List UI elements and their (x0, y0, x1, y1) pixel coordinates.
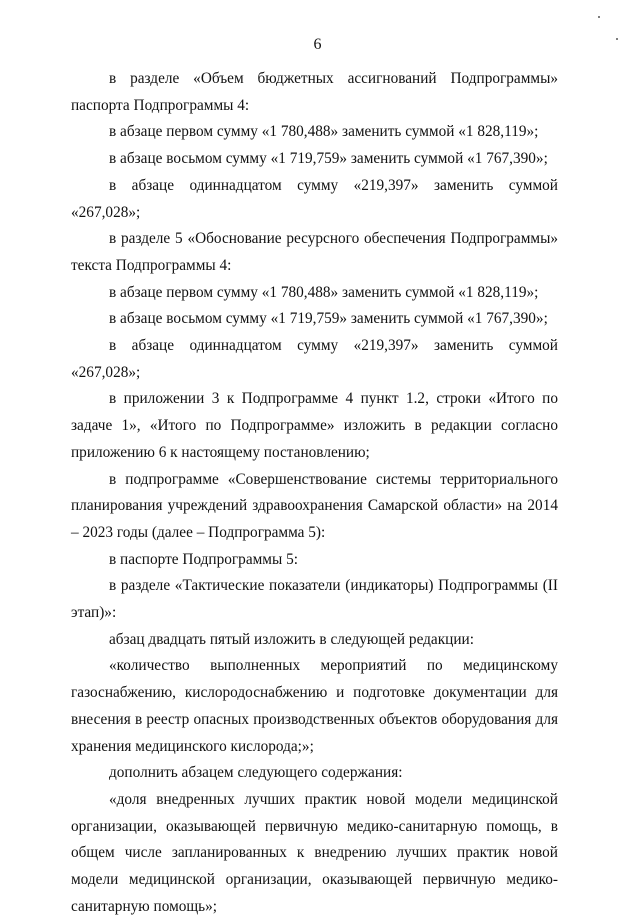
paragraph: в абзаце первом сумму «1 780,488» заменить суммой «1 828,119»; (109, 123, 539, 141)
paragraph: в разделе «Тактические показатели (индикаторы) Подпрограммы (II этап)»: (71, 577, 558, 622)
paragraph: в абзаце первом сумму «1 780,488» заменить суммой «1 828,119»; (109, 283, 539, 301)
paragraph: в абзаце одиннадцатом сумму «219,397» заменить суммой «267,028»; (71, 337, 558, 381)
page-number: 6 (313, 36, 322, 53)
document-body (71, 66, 558, 921)
paragraph: в приложении 3 к Подпрограмме 4 пункт 1.2, строки «Итого по задаче 1», «Итого по Подпрограмме» изложить в редакции согласно приложению 6 к настоящему постановлению; (71, 390, 558, 461)
scan-speck (616, 38, 618, 40)
paragraph: «доля внедренных лучших практик новой модели медицинской организации, оказывающей первичную медико-санитарную помощь, в общем числе запланированных к внедрению лучших практик новой модели медицинской организации, оказывающей первичную медико-санитарную помощь»; (71, 790, 558, 915)
paragraph: в паспорте Подпрограммы 5: (109, 550, 298, 568)
paragraph: дополнить абзацем следующего содержания: (109, 764, 403, 782)
paragraph: абзац двадцать пятый изложить в следующей редакции: (109, 630, 474, 648)
paragraph: в абзаце восьмом сумму «1 719,759» заменить суммой «1 767,390»; (109, 150, 548, 168)
paragraph: «количество выполненных мероприятий по медицинскому газоснабжению, кислородоснабжению и подготовке документации для внесения в реестр опасных производственных объектов оборудования для хранения медицинского кислорода;»; (71, 657, 558, 755)
scan-speck (598, 16, 600, 18)
paragraph: в абзаце одиннадцатом сумму «219,397» заменить суммой «267,028»; (71, 176, 558, 221)
paragraph: в подпрограмме «Совершенствование системы территориального планирования учреждений здравоохранения Самарской области» на 2014 – 2023 годы (далее – Подпрограмма 5): (71, 470, 558, 541)
paragraph: в разделе «Объем бюджетных ассигнований Подпрограммы» паспорта Подпрограммы 4: (71, 70, 558, 114)
paragraph: в разделе 5 «Обоснование ресурсного обеспечения Подпрограммы» текста Подпрограммы 4: (71, 230, 558, 274)
paragraph: в абзаце восьмом сумму «1 719,759» заменить суммой «1 767,390»; (109, 310, 548, 328)
